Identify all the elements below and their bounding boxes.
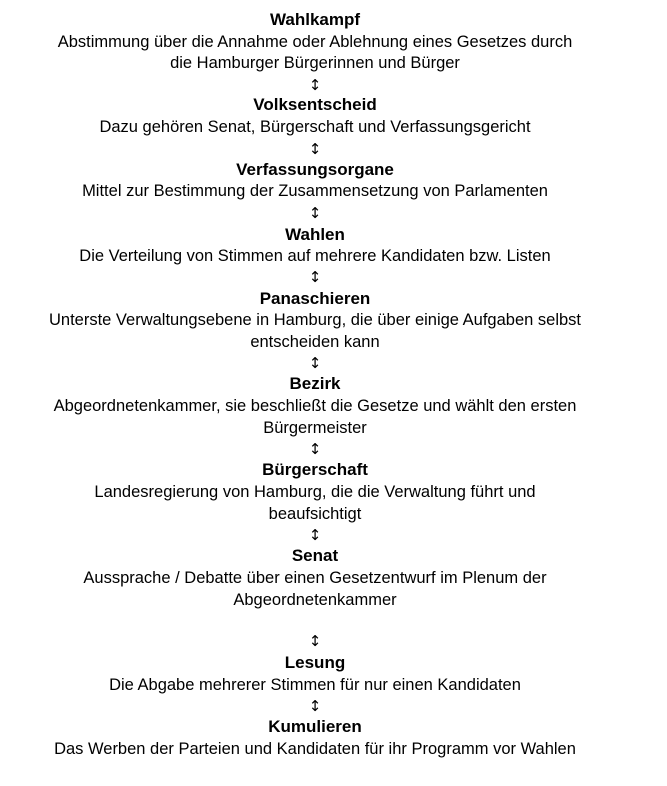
term-lesung: Lesung	[284, 653, 346, 672]
updown-arrow-icon: ↕	[308, 204, 322, 222]
definition-line: Abstimmung über die Annahme oder Ablehnung eines Gesetzes durch	[57, 33, 573, 51]
definition-line: Unterste Verwaltungsebene in Hamburg, die über einige Aufgaben selbst	[48, 311, 581, 329]
term-kumulieren: Kumulieren	[268, 717, 362, 736]
term-bezirk: Bezirk	[289, 374, 341, 393]
definition-line: Dazu gehören Senat, Bürgerschaft und Verfassungsgericht	[99, 118, 531, 136]
definition-line: Die Verteilung von Stimmen auf mehrere Kandidaten bzw. Listen	[79, 247, 551, 265]
term-wahlkampf: Wahlkampf	[269, 10, 361, 29]
definition-line: Die Abgabe mehrerer Stimmen für nur einen Kandidaten	[109, 676, 521, 694]
updown-arrow-icon: ↕	[308, 268, 322, 286]
term-volksentscheid: Volksentscheid	[253, 95, 377, 114]
updown-arrow-icon: ↕	[308, 140, 322, 158]
updown-arrow-icon: ↕	[308, 76, 322, 94]
definition-line: Bürgermeister	[263, 419, 367, 437]
updown-arrow-icon: ↕	[308, 632, 322, 650]
definition-line: entscheiden kann	[250, 333, 380, 351]
definition-line: die Hamburger Bürgerinnen und Bürger	[170, 54, 460, 72]
term-wahlen: Wahlen	[285, 225, 345, 244]
term-buergerschaft: Bürgerschaft	[262, 460, 368, 479]
definition-line: Abgeordnetenkammer	[233, 591, 397, 609]
definition-line: Landesregierung von Hamburg, die die Verwaltung führt und	[94, 483, 536, 501]
updown-arrow-icon: ↕	[308, 697, 322, 715]
updown-arrow-icon: ↕	[308, 354, 322, 372]
updown-arrow-icon: ↕	[308, 526, 322, 544]
definition-line: Das Werben der Parteien und Kandidaten für ihr Programm vor Wahlen	[54, 740, 576, 758]
term-verfassungsorgane: Verfassungsorgane	[236, 160, 394, 179]
definition-line: beaufsichtigt	[268, 505, 362, 523]
definition-line: Aussprache / Debatte über einen Gesetzentwurf im Plenum der	[83, 569, 547, 587]
term-senat: Senat	[291, 546, 339, 565]
updown-arrow-icon: ↕	[308, 440, 322, 458]
definition-line: Mittel zur Bestimmung der Zusammensetzung von Parlamenten	[82, 182, 548, 200]
term-panaschieren: Panaschieren	[259, 289, 371, 308]
definition-line: Abgeordnetenkammer, sie beschließt die Gesetze und wählt den ersten	[53, 397, 577, 415]
